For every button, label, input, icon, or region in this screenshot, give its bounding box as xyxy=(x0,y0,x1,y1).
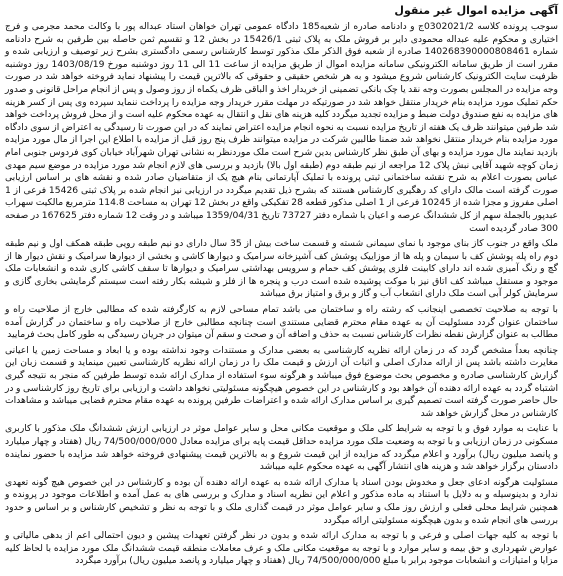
notice-paragraph-4: چنانچه بعداً مشخص گردد که در زمان ارائه نظریه کارشناسی به بعضی مدارک و مستندات وجود نداشته بوده و یا ابعاد و مساحت زمین یا اعیانی مغایرت داشته باشد پس از ارائه مدارک اصلی و اثبات آن ارزش و قیمت ملک را در زمان ارائه نظریه کارشناسی تعیین مینماید و قسمت زبان این گزارش کارشناسی صادره و مخصوص بحث موضوع فوق میباشد و هرگونه سوء استفاده از مدارک ارائه شده توسط طرفین که منجر به نتیجه گیری اشتباه گردد به عهده ارائه دهنده آن خواهد بود و کارشناس در این خصوص هیچگونه مسئولیتی نخواهد داشت و ارزیابی برای تاریخ روز کارشناسی و در حال حاضر صورت گرفته است تصمیم گیری بر اساس مدارک ارائه شده و اعتراضات طرفین پرونده به عهده مقام محترم قضایی میباشد و مشاهدات کارشناس در محل گزارش خواهد شد xyxy=(5,344,558,419)
notice-paragraph-5: با عنایت به موارد فوق و با توجه به شرایط کلی ملک و موقعیت مکانی محل و سایر عوامل موثر در ارزیابی ارزش ششدانگ ملک مذکور با کاربری مسکونی در زمان ارزیابی و با توجه به وضعیت ملک مورد مزایده حداقل قیمت پایه برای مزایده معادل 74/500/000/000 ریال (هفتاد و چهار میلیارد و پانصد میلیون ریال) برآورد و اعلام میگردد که مزایده از این قیمت شروع و به بالاترین قیمت پیشنهادی فروخته خواهد شد مزایده با حضور نماینده دادستان برگزار خواهد شد و هزینه های انتشار آگهی به عهده محکوم علیه میباشد xyxy=(5,423,559,473)
notice-paragraph-3: با توجه به صلاحیت تخصصی اینجانب که رشته راه و ساختمان می باشد تمام مساحی لازم به کارگرفته شده که مطالبی خارج از صلاحیت راه و ساختمان عنوان گردد مسئولیت آن به عهده مقام محترم قضایی مستندی است چنانچه مطالبی خارج از صلاحیت راه و ساختمان در گزارش آمده مطالب به عنوان گزارش نقطه نظرات کارشناس نسبت به حذف و اضافه آن و صحت و سقم آن میتوان در جریان رسیدگی به طور کامل بحث فرمایید xyxy=(5,304,558,341)
notice-paragraph-7: با توجه به کلیه جهات اصلی و فرعی و با توجه به مدارک ارائه شده و بدون در نظر گرفتن تعهدات پیشین و دیون احتمالی اعم از بدهی مالیاتی و عوارض شهرداری و حق بیمه و سایر موارد و با توجه به موقعیت مکانی ملک و عرف معاملات منطقه قیمت ششدانگ ملک مورد مزایده با لحاظ کلیه مزایا و امتیازات و انشعابات موجود برابر با مبلغ 74/500/000/000 ریال (هفتاد و چهار میلیارد و پانصد میلیون ریال) برآورد میگردد xyxy=(5,530,558,567)
notice-paragraph-2: ملک واقع در جنوب کاز بنای موجود با نمای سیمانی شسته و قسمت ساخت بیش از 35 سال دارای دو نیم طبقه رویی طبقه همکف اول و نیم طبقه دوم راه پله پوشش کف با سیمان و پله ها از موزاییک پوشش کف آشپزخانه سرامیک و دیوارها کاشی و بخشی از دیوارها سرامیک و نقش دیوار ها از گچ و رنگ آمیزی شده اند دارای کابینت فلزی پوشش کف حمام و سرویس بهداشتی سرامیک و دیوارها تا سقف کاشی کاری شده و انشعابات ملک موجود و مستقل میباشد کف اتاق نیز با موکت پوشیده شده است درب و پنجره ها از فلز و شیشه بکار رفته است سیستم گرمایشی بخاری گازی و سرمایش کولر آبی است ملک دارای انشعاب آب و گاز و برق و امتیاز برق میباشد xyxy=(5,238,558,300)
notice-paragraph-1: سوجب پرونده کلاسه 0302021/2ج و دادنامه صادره از شعبه185 دادگاه عمومی تهران خواهان استاد عبداله پور با وکالت محمد مجرمی و فرج اختیاری و محکوم علیه عبداله محمودی دایر بر فروش ملک به پلاک ثبتی 15426/1 در بخش 12 و تقسیم ثمن حاصله بین طرفین به شرح دادنامه شماره 140268390000808461 صادره از شعبه فوق الذکر ملک مذکور توسط کارشناس رسمی دادگستری بشرح زیر توصیف و ارزیابی شده و مقرر است از طریق سامانه الکترونیکی سامانه مزایده اموال از طریق مزایده از ساعت 11 الی 11 روز دوشنبه مورخ 1403/08/19 روز دوشنبه ظرفیت سایت الکترونیک کارشناس شروع میشود و به هر شخص حقیقی و حقوقی که بالاترین قیمت را پیشنهاد نماید فروخته خواهد شد در صورت وجه مزایده در المجلس بصورت وجه نقد یا چک بانکی تضمینی از خریدار اخذ و الباقی ظرف یکماه از روز وصول و پس از انجام مراحل قانونی و صدور حکم تملیک مورد مزایده بنام خریدار منتقل خواهد شد در صورتیکه در مهلت مقرر خریدار وجه مزایده را پرداخت ننماید سپرده وی پس از کسر هزینه های مزایده به نفع صندوق دولت ضبط و مزایده تجدید میگردد کلیه هزینه های نقل و انتقال به عهده محکوم علیه است و از محل فروش پرداخت خواهد شد طرفین میتوانند ظرف یک هفته از تاریخ مزایده نسبت به نحوه انجام مزایده اعتراض نمایند که در این صورت تا رسیدگی به اعتراض از سوی دادگاه مورد مزایده بنام خریدار منتقل نخواهد شد ضمنا طالبین شرکت در مزایده میتوانند ظرف پنج روز قبل از مزایده با اطلاع این اجرا از مال مورد مزایده بازدید نمایند مال مورد مزایده و بهای آن طبق نظر کارشناس بدین شرح است ملک موردنظر به نشانی تهران شهرآباد خیابان کوی فردوس جنوبی امام زمان کوچه شهید آقایی نبش پلاک 12 مراجعه از نیم طبقه دوم (طبقه اول بالا) بازدید و بررسی های لازم انجام شد مورد مزایده در موضع سیم مهدی عباس بصورت اعلام به شرح نقشه ساختمانی ثبتی پرونده با تملیک آپارتمانی بنام هیچ یک از متقاضیان صادر شده و نقشه های بر اساس ارزیابی صورت گرفته است مالک دارای کد رهگیری کارشناس هستند که بشرح ذیل تقدیم میگردد در ارزیابی نیز انجام شده بر پلاک ثبتی 15426 فرعی از 1 اصلی مفروز و مجزا شده از 10245 فرعی از 1 اصلی مذکور قطعه 28 تفکیکی واقع در بخش 12 تهران به مساحت 114.8 مترمربع مالکیت سهراب عبدپور بالجملة سهم از کل ششدانگ عرصه و اعیان با شماره دفتر 73727 تاریخ 1359/04/31 میباشد و در وقت 12 شماره دفتر 167625 در صفحه 300 صادر گردیده است xyxy=(5,21,559,234)
notice-paragraph-6: مسئولیت هرگونه ادعای جعل و مخدوش بودن اسناد یا مدارک ارائه شده به عهده ارائه دهنده آن بوده و کارشناس در این خصوص هیچ گونه تعهدی ندارد و بدینوسیله و به دلایل با استناد به ماده مذکور و اعلام این نظریه اسناد و مدارک و بررسی های به عمل آمده و اطلاعات موجود در پرونده و همچنین شرایط محلی فعلی و ارزش روز ملک و سایر عوامل موثر در قیمت گذاری ملک و با توجه به نظر و تشخیص کارشناس و بر اساس و حدود بررسی های انجام شده و بدون هیچگونه مسئولیتی ارائه میگردد xyxy=(5,476,558,526)
notice-title: آگهی مزایده اموال غیر منقول xyxy=(394,4,558,17)
